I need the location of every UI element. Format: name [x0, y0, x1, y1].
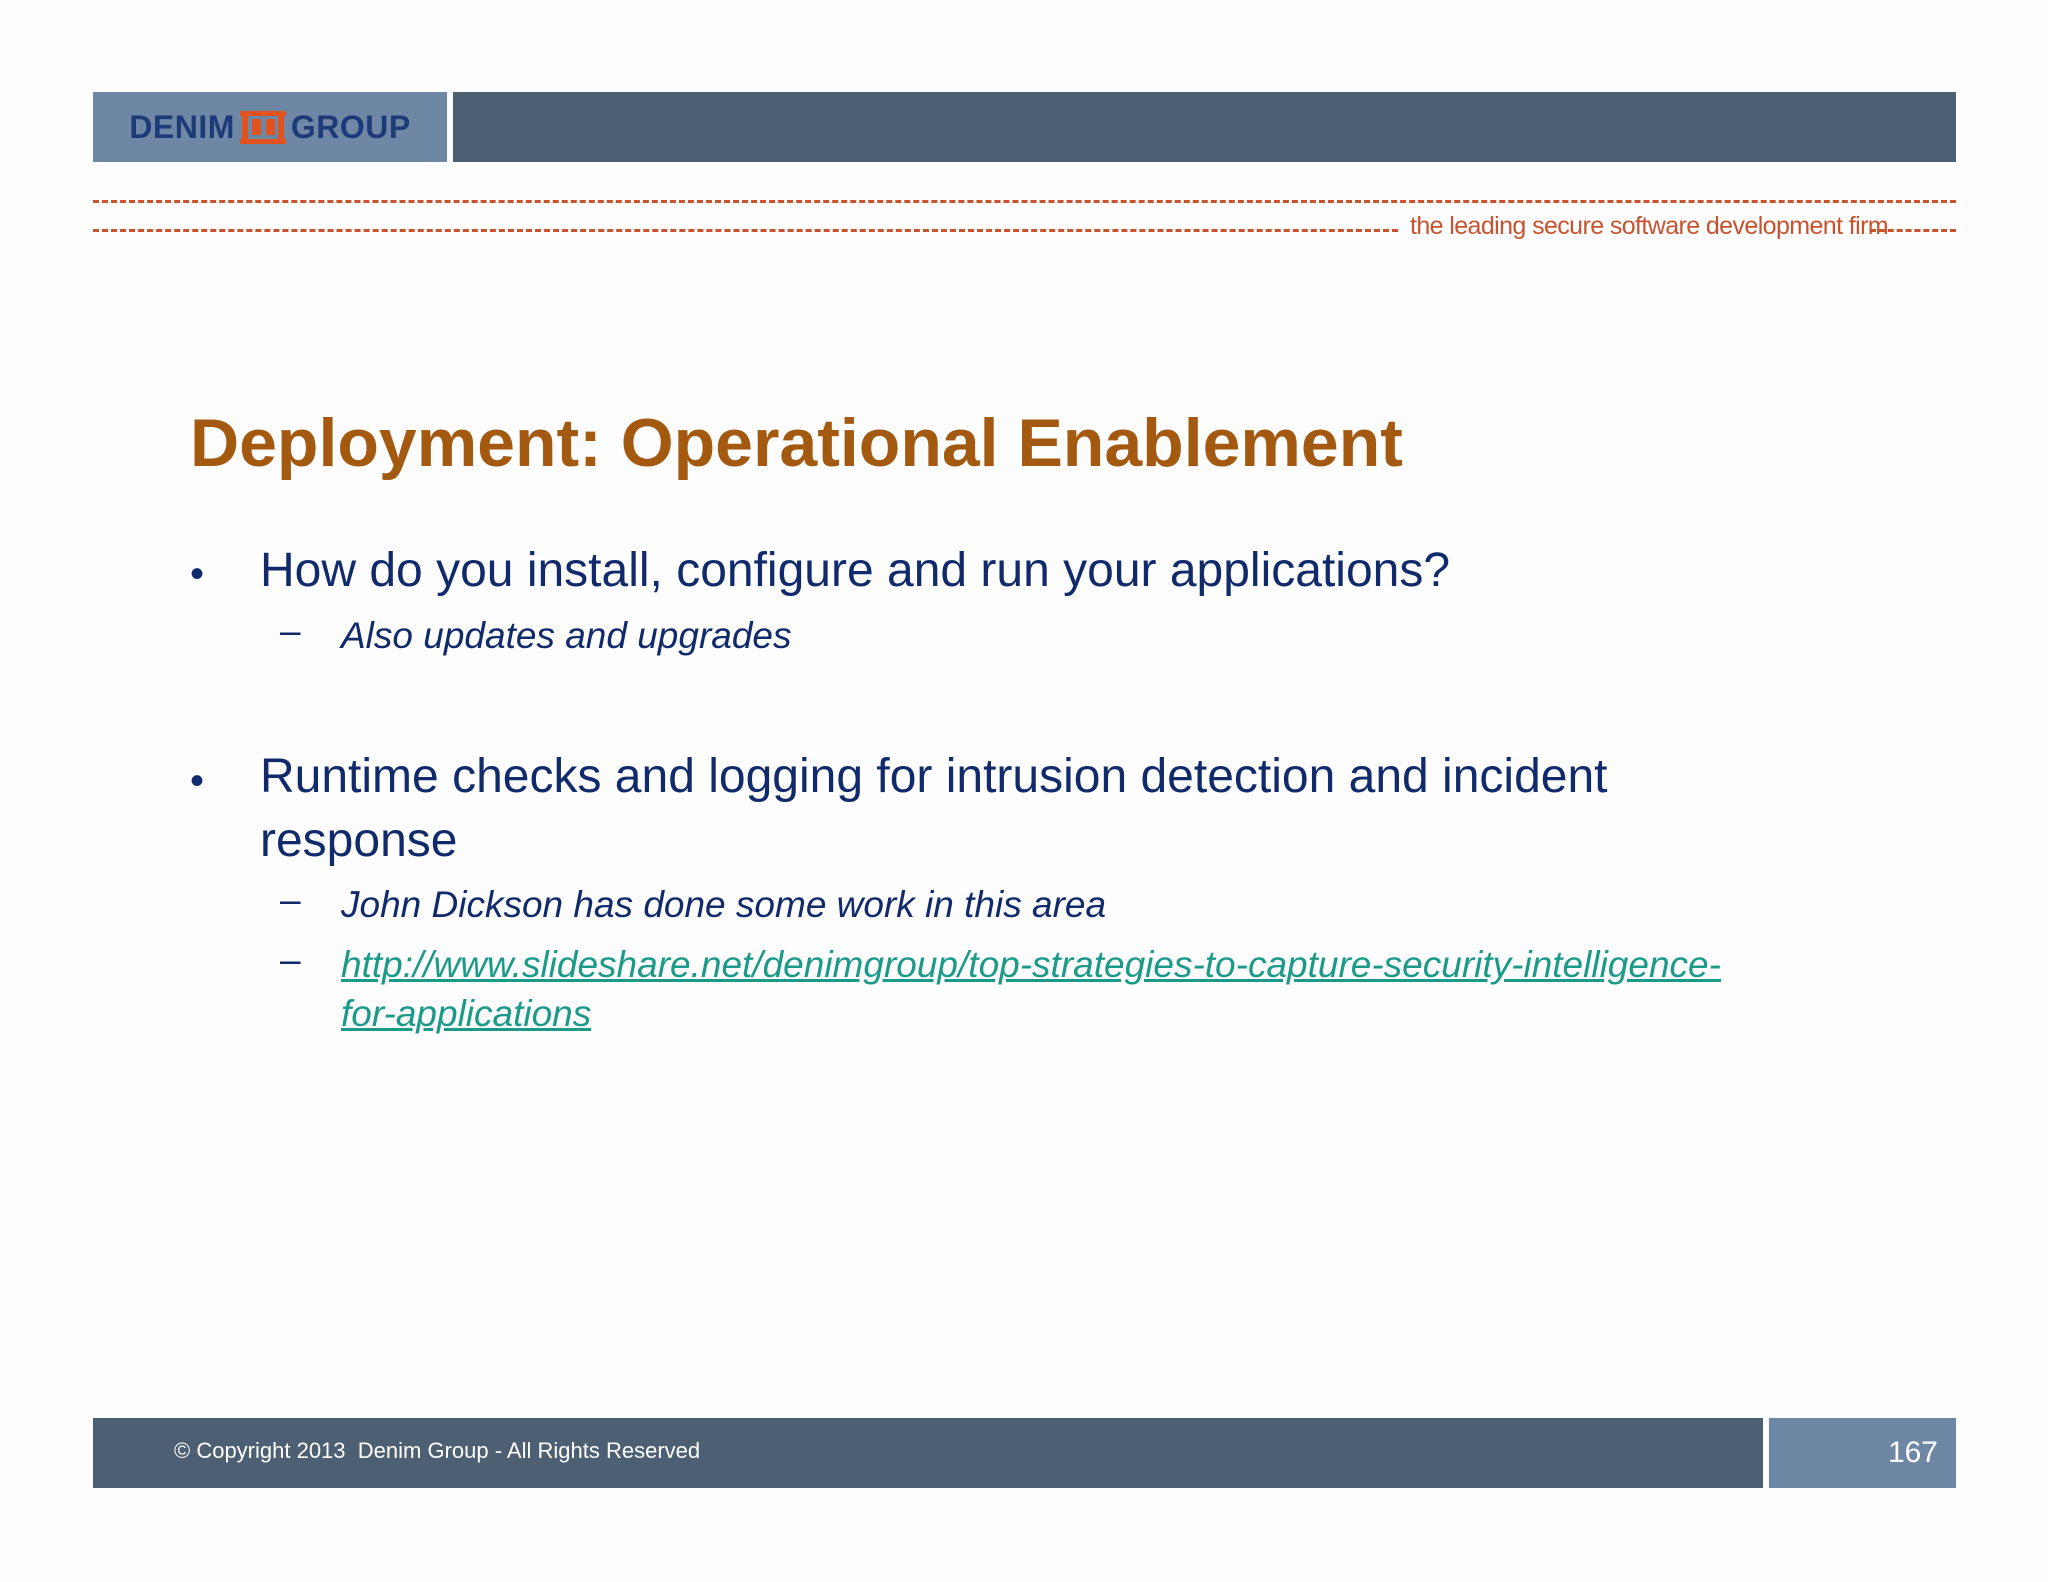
page-number-box: [1769, 1418, 1956, 1488]
dashed-divider-bottom-right: [1870, 229, 1956, 232]
header-bar: [453, 92, 1956, 162]
slideshare-link[interactable]: http://www.slideshare.net/denimgroup/top-strategies-to-capture-security-intelligence-for-applications: [341, 944, 1721, 1034]
page-number: 167: [1887, 1436, 1938, 1469]
company-logo: [93, 92, 447, 162]
slide-title: Deployment: Operational Enablement: [190, 405, 1403, 481]
sub-bullet-marker: –: [280, 879, 301, 920]
sub-bullet-item: John Dickson has done some work in this area: [341, 884, 1107, 925]
sub-bullet-marker: –: [280, 610, 301, 651]
logo-dg-icon: [240, 109, 286, 145]
dashed-divider-bottom-left: [93, 229, 1398, 232]
bullet-item: Runtime checks and logging for intrusion detection and incident response: [260, 750, 1608, 867]
logo-text-right: GROUP: [290, 108, 411, 145]
logo-text-left: DENIM: [129, 108, 235, 145]
dashed-divider-top: [93, 200, 1956, 203]
bullet-item: How do you install, configure and run your applications?: [260, 544, 1451, 597]
bullet-marker: •: [190, 759, 205, 803]
tagline: the leading secure software development firm: [1410, 212, 1889, 240]
sub-bullet-item: Also updates and upgrades: [341, 615, 792, 656]
bullet-marker: •: [190, 552, 205, 596]
copyright-text: © Copyright 2013 Denim Group - All Rights Reserved: [174, 1438, 701, 1463]
sub-bullet-marker: –: [280, 939, 301, 980]
